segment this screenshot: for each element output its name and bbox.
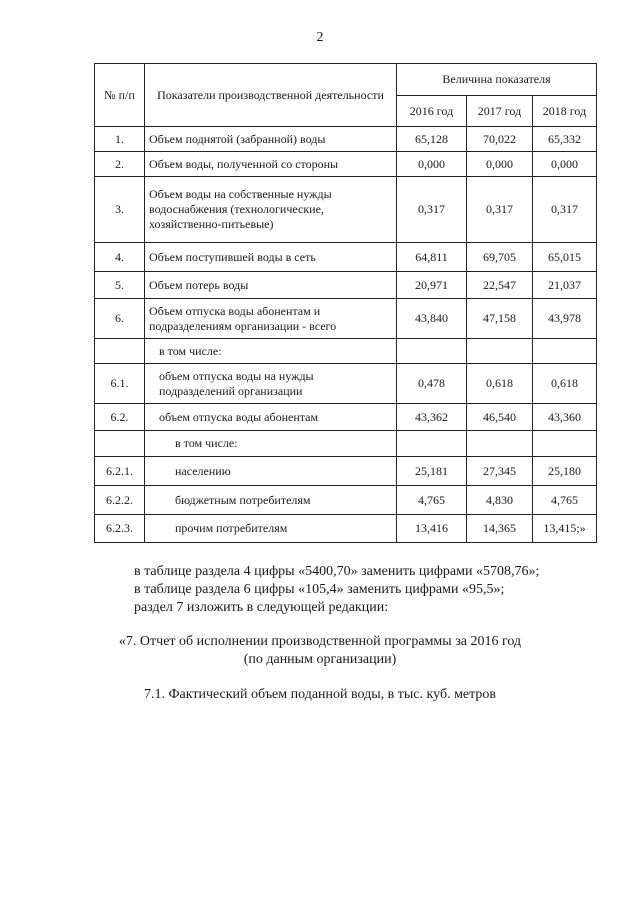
value-cell bbox=[467, 431, 533, 457]
row-label: Объем потерь воды bbox=[145, 272, 397, 299]
value-cell: 64,811 bbox=[397, 243, 467, 272]
row-label: Объем поднятой (забранной) воды bbox=[145, 127, 397, 152]
value-cell: 65,332 bbox=[533, 127, 597, 152]
year-header: 2017 год bbox=[467, 96, 533, 127]
row-number: 6.2.3. bbox=[95, 515, 145, 543]
row-label: бюджетным потребителям bbox=[145, 486, 397, 515]
value-cell: 0,618 bbox=[467, 364, 533, 404]
row-number: 5. bbox=[95, 272, 145, 299]
row-number: 4. bbox=[95, 243, 145, 272]
row-number: 6. bbox=[95, 299, 145, 339]
value-cell: 0,000 bbox=[533, 152, 597, 177]
row-number bbox=[95, 339, 145, 364]
row-number: 6.1. bbox=[95, 364, 145, 404]
value-cell bbox=[397, 339, 467, 364]
page-number: 2 bbox=[316, 30, 324, 45]
amendment-paragraph: в таблице раздела 6 цифры «105,4» заменить цифрами «95,5»; bbox=[134, 582, 505, 597]
value-cell: 0,317 bbox=[397, 177, 467, 243]
value-cell bbox=[467, 339, 533, 364]
table-row bbox=[95, 404, 597, 431]
value-cell: 0,317 bbox=[533, 177, 597, 243]
row-label: Объем воды, полученной со стороны bbox=[145, 152, 397, 177]
row-number: 6.2. bbox=[95, 404, 145, 431]
value-cell: 47,158 bbox=[467, 299, 533, 339]
row-label: в том числе: bbox=[145, 339, 397, 364]
table-row bbox=[95, 299, 597, 339]
row-label: в том числе: bbox=[145, 431, 397, 457]
value-cell bbox=[533, 431, 597, 457]
row-number bbox=[95, 431, 145, 457]
table-row bbox=[95, 127, 597, 152]
value-cell: 25,181 bbox=[397, 457, 467, 486]
table-row bbox=[95, 515, 597, 543]
value-cell: 0,000 bbox=[467, 152, 533, 177]
production-indicators-table bbox=[94, 63, 597, 543]
value-cell: 4,830 bbox=[467, 486, 533, 515]
amendment-paragraph: раздел 7 изложить в следующей редакции: bbox=[134, 600, 389, 615]
row-number: 2. bbox=[95, 152, 145, 177]
row-number: 1. bbox=[95, 127, 145, 152]
row-label: объем отпуска воды на нужды подразделений организации bbox=[145, 364, 397, 404]
value-cell: 20,971 bbox=[397, 272, 467, 299]
value-cell bbox=[397, 431, 467, 457]
table-row bbox=[95, 364, 597, 404]
value-cell: 43,840 bbox=[397, 299, 467, 339]
amendment-paragraph: в таблице раздела 4 цифры «5400,70» заменить цифрами «5708,76»; bbox=[134, 564, 540, 579]
table-row bbox=[95, 272, 597, 299]
table-row bbox=[95, 152, 597, 177]
value-cell: 22,547 bbox=[467, 272, 533, 299]
table-row bbox=[95, 339, 597, 364]
value-cell: 43,978 bbox=[533, 299, 597, 339]
table-row bbox=[95, 457, 597, 486]
value-cell: 0,618 bbox=[533, 364, 597, 404]
value-cell: 27,345 bbox=[467, 457, 533, 486]
row-number: 6.2.2. bbox=[95, 486, 145, 515]
row-number: 3. bbox=[95, 177, 145, 243]
row-label: прочим потребителям bbox=[145, 515, 397, 543]
value-cell: 65,128 bbox=[397, 127, 467, 152]
value-cell: 13,415;» bbox=[533, 515, 597, 543]
col-name-header: Показатели производственной деятельности bbox=[145, 64, 397, 127]
year-header: 2016 год bbox=[397, 96, 467, 127]
value-cell: 43,362 bbox=[397, 404, 467, 431]
row-label: Объем воды на собственные нужды водоснабжения (технологические, хозяйственно-питьевые) bbox=[145, 177, 397, 243]
value-cell: 70,022 bbox=[467, 127, 533, 152]
value-cell: 43,360 bbox=[533, 404, 597, 431]
value-cell: 14,365 bbox=[467, 515, 533, 543]
value-header: Величина показателя bbox=[397, 64, 597, 96]
col-num-header: № п/п bbox=[95, 64, 145, 127]
row-label: Объем отпуска воды абонентам и подразделениям организации - всего bbox=[145, 299, 397, 339]
value-cell: 21,037 bbox=[533, 272, 597, 299]
value-cell: 69,705 bbox=[467, 243, 533, 272]
year-header: 2018 год bbox=[533, 96, 597, 127]
value-cell bbox=[533, 339, 597, 364]
section-heading: «7. Отчет об исполнении производственной программы за 2016 год bbox=[118, 634, 522, 649]
table-row bbox=[95, 486, 597, 515]
value-cell: 65,015 bbox=[533, 243, 597, 272]
section-heading-note: (по данным организации) bbox=[243, 652, 397, 667]
table-row bbox=[95, 177, 597, 243]
value-cell: 25,180 bbox=[533, 457, 597, 486]
value-cell: 46,540 bbox=[467, 404, 533, 431]
row-label: объем отпуска воды абонентам bbox=[145, 404, 397, 431]
value-cell: 4,765 bbox=[397, 486, 467, 515]
value-cell: 0,000 bbox=[397, 152, 467, 177]
row-label: Объем поступившей воды в сеть bbox=[145, 243, 397, 272]
value-cell: 0,317 bbox=[467, 177, 533, 243]
row-number: 6.2.1. bbox=[95, 457, 145, 486]
table-row bbox=[95, 243, 597, 272]
row-label: населению bbox=[145, 457, 397, 486]
value-cell: 13,416 bbox=[397, 515, 467, 543]
subsection-heading: 7.1. Фактический объем поданной воды, в тыс. куб. метров bbox=[143, 687, 497, 702]
value-cell: 0,478 bbox=[397, 364, 467, 404]
value-cell: 4,765 bbox=[533, 486, 597, 515]
table-row bbox=[95, 431, 597, 457]
